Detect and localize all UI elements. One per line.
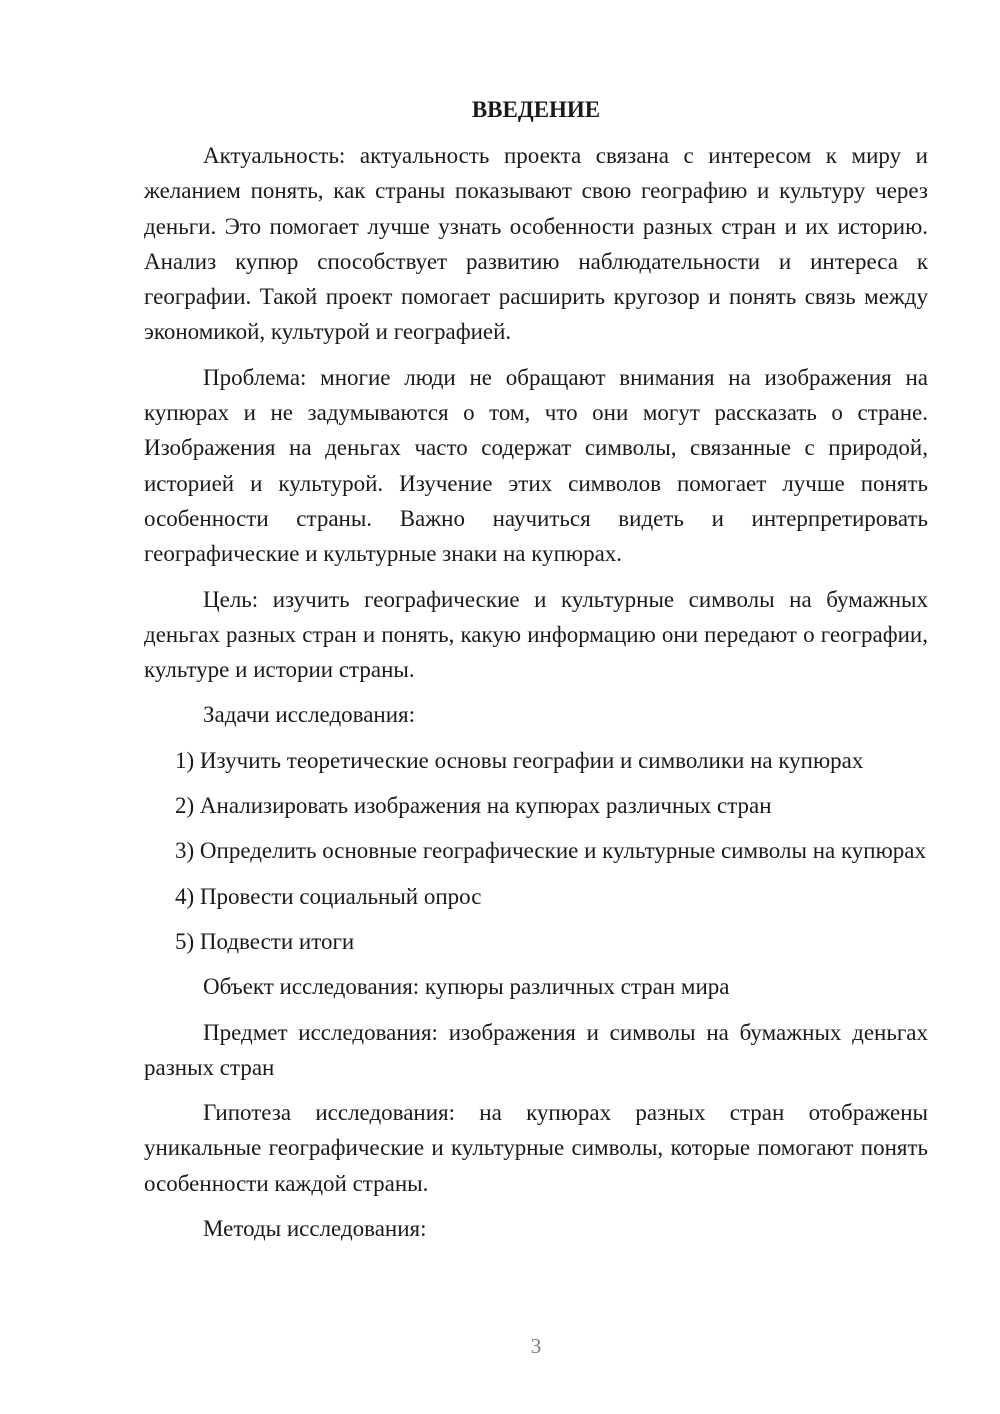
task-item-1: 1) Изучить теоретические основы географии и символики на купюрах [175,747,864,773]
paragraph-problem: Проблема: многие люди не обращают внимания на изображения на купюрах и не задумываются о том, что они могут рассказать о стране. Изображения на деньгах часто содержат символы, связанные с природой, историей и культурой. Изучение этих символов помогает лучше понять особенности страны. Важно научиться видеть и интерпретировать географические и культурные знаки на купюрах. [144,364,928,567]
paragraph-subject: Предмет исследования: изображения и символы на бумажных деньгах разных стран [144,1019,928,1080]
paragraph-object: Объект исследования: купюры различных стран мира [203,974,730,1000]
paragraph-methods: Методы исследования: [203,1216,427,1242]
task-item-5: 5) Подвести итоги [175,928,355,954]
task-item-2: 2) Анализировать изображения на купюрах различных стран [175,793,772,819]
section-title: ВВЕДЕНИЕ [471,97,601,122]
paragraph-goal: Цель: изучить географические и культурные символы на бумажных деньгах разных стран и понять, какую информацию они передают о географии, культуре и истории страны. [144,586,928,683]
page-number: 3 [530,1334,542,1358]
paragraph-hypothesis: Гипотеза исследования: на купюрах разных стран отображены уникальные географические и культурные символы, которые помогают понять особенности каждой страны. [144,1100,928,1196]
paragraph-tasks-heading: Задачи исследования: [203,702,416,728]
task-item-3: 3) Определить основные географические и культурные символы на купюрах [175,838,927,864]
page-content [144,92,928,1256]
paragraph-relevance: Актуальность: актуальность проекта связана с интересом к миру и желанием понять, как страны показывают свою географию и культуру через деньги. Это помогает лучше узнать особенности разных стран и их историю. Анализ купюр способствует развитию наблюдательности и интереса к географии. Такой проект помогает расширить кругозор и понять связь между экономикой, культурой и географией. [144,143,928,345]
task-item-4: 4) Провести социальный опрос [175,883,482,909]
